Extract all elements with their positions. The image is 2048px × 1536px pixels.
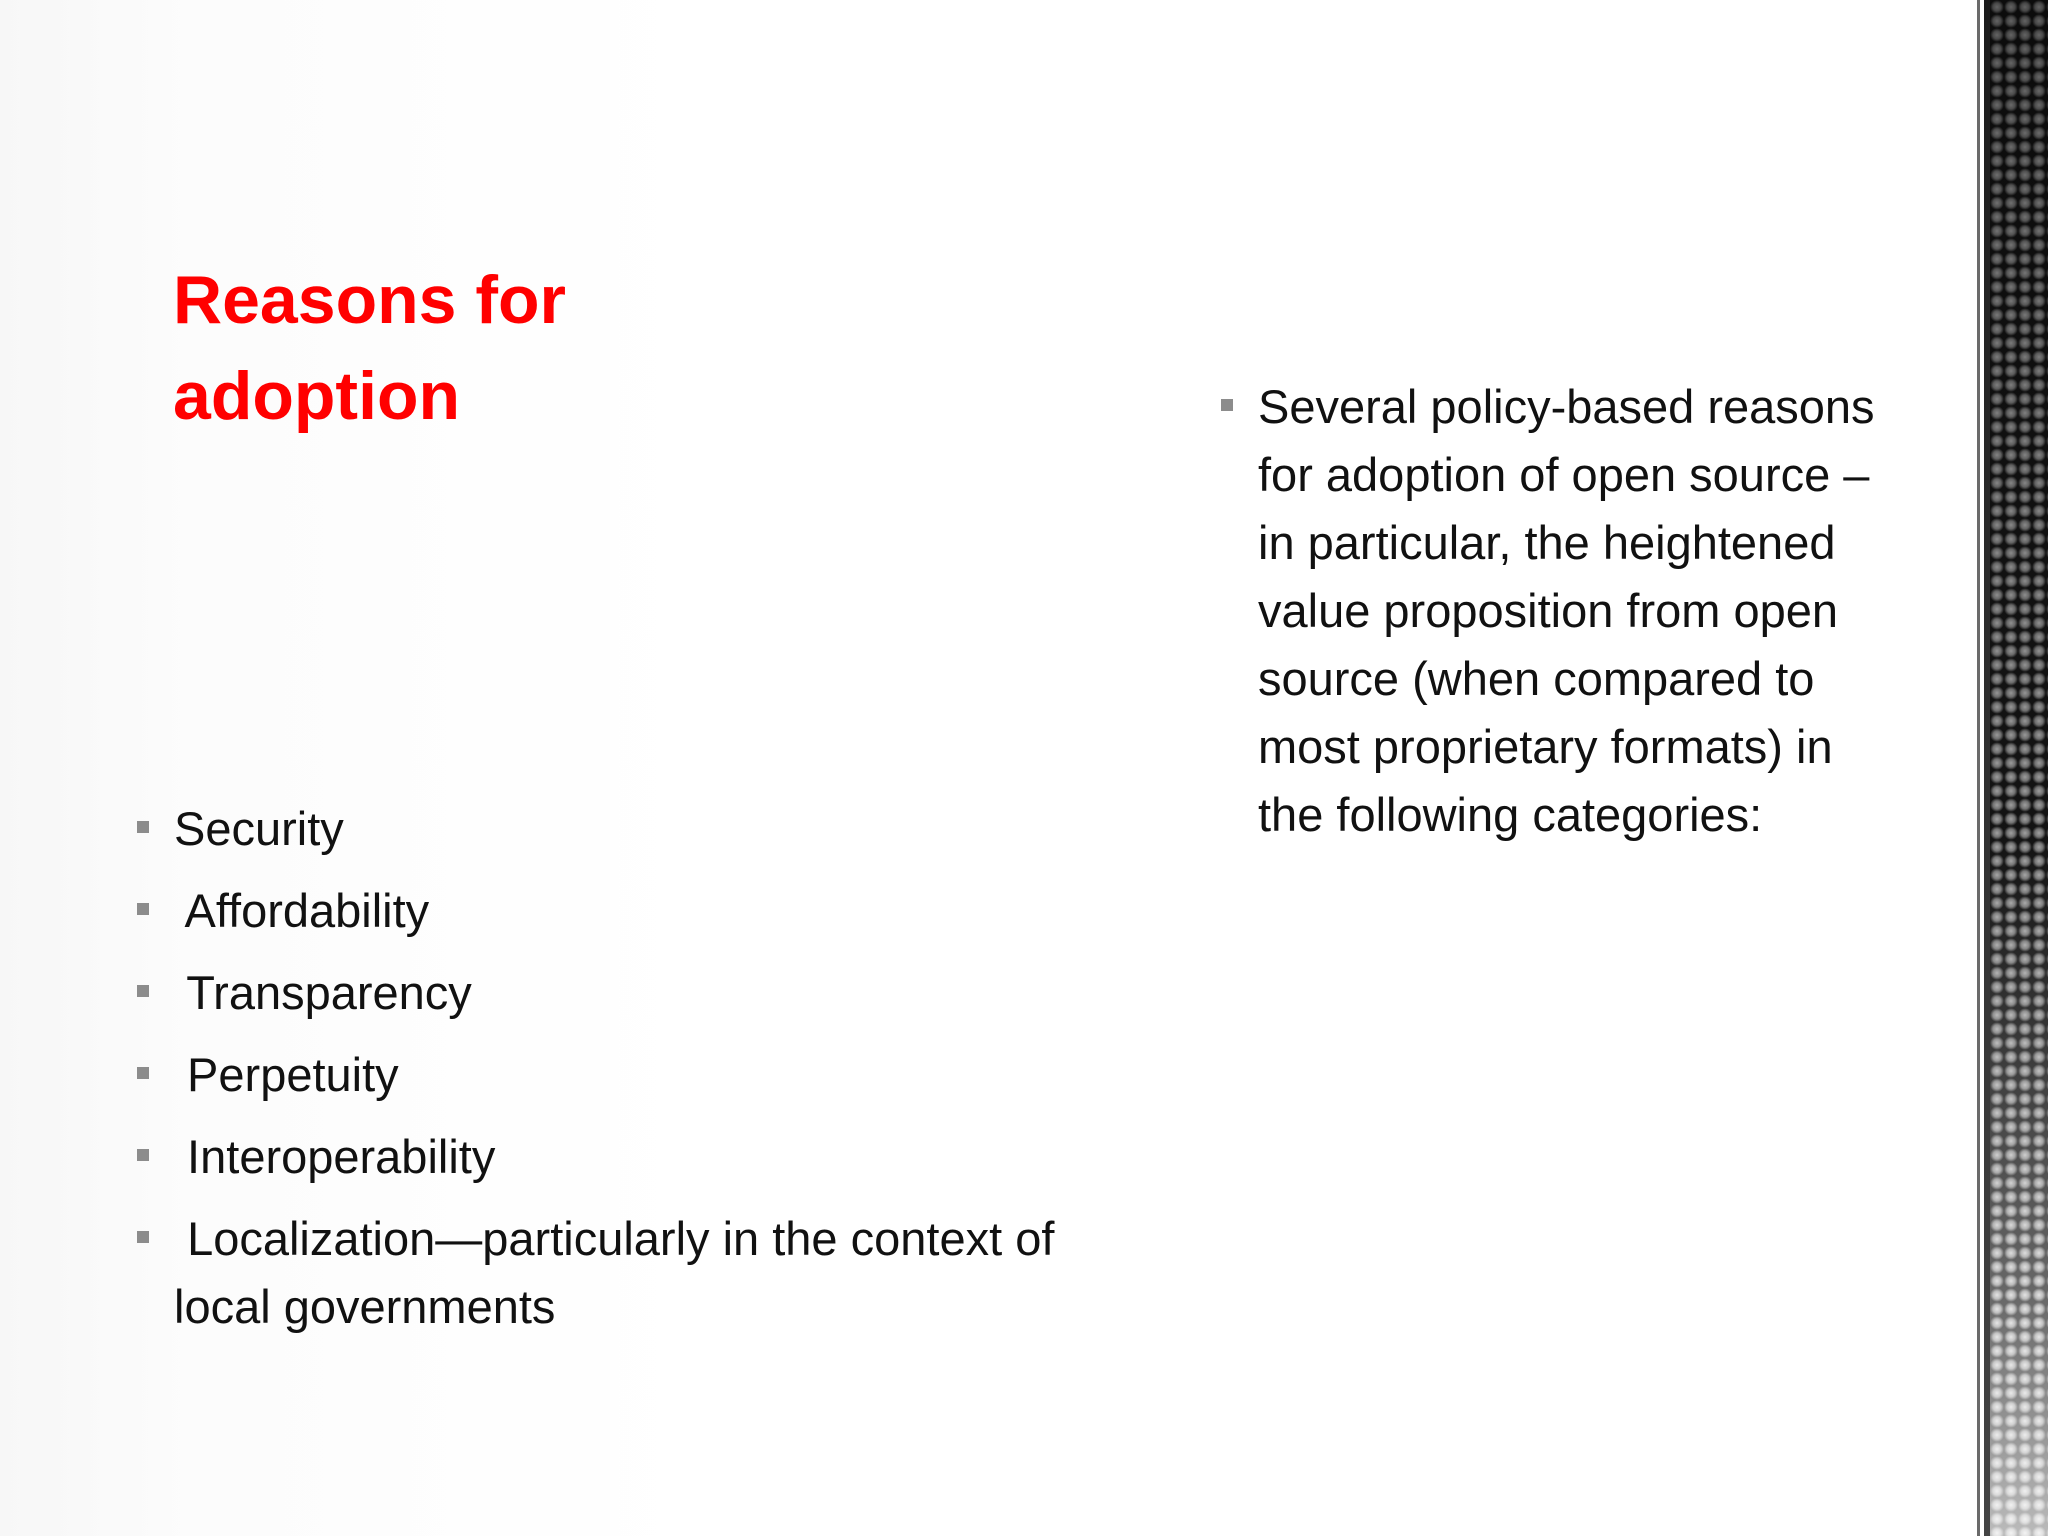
list-item <box>136 1205 1136 1341</box>
list-item-text: Perpetuity <box>174 1048 399 1101</box>
list-item <box>136 877 1136 945</box>
right-bullet-list <box>1220 373 1880 849</box>
list-item <box>136 1041 1136 1109</box>
list-item <box>136 795 1136 863</box>
slide-title: Reasons for adoption <box>173 262 566 434</box>
square-bullet-icon <box>137 985 149 997</box>
square-bullet-icon <box>137 1067 149 1079</box>
list-item-text: Affordability <box>174 884 430 937</box>
list-item <box>136 1123 1136 1191</box>
left-bullet-list <box>136 795 1136 1355</box>
list-item-text: Interoperability <box>174 1130 496 1183</box>
list-item-text: Transparency <box>174 966 472 1019</box>
list-item-text: Security <box>174 802 344 855</box>
square-bullet-icon <box>137 821 149 833</box>
edge-band-shading <box>1990 0 2048 1536</box>
list-item-text: Localization—particularly in the context of local governments <box>174 1212 1068 1333</box>
list-item <box>1220 373 1880 849</box>
square-bullet-icon <box>1221 399 1233 411</box>
list-item <box>136 959 1136 1027</box>
list-item-text: Several policy-based reasons for adoption of open source – in particular, the heightened value proposition from open source (when compared to most proprietary formats) in the following categories: <box>1258 380 1875 841</box>
square-bullet-icon <box>137 1231 149 1243</box>
square-bullet-icon <box>137 903 149 915</box>
edge-divider-thin <box>1977 0 1980 1536</box>
square-bullet-icon <box>137 1149 149 1161</box>
